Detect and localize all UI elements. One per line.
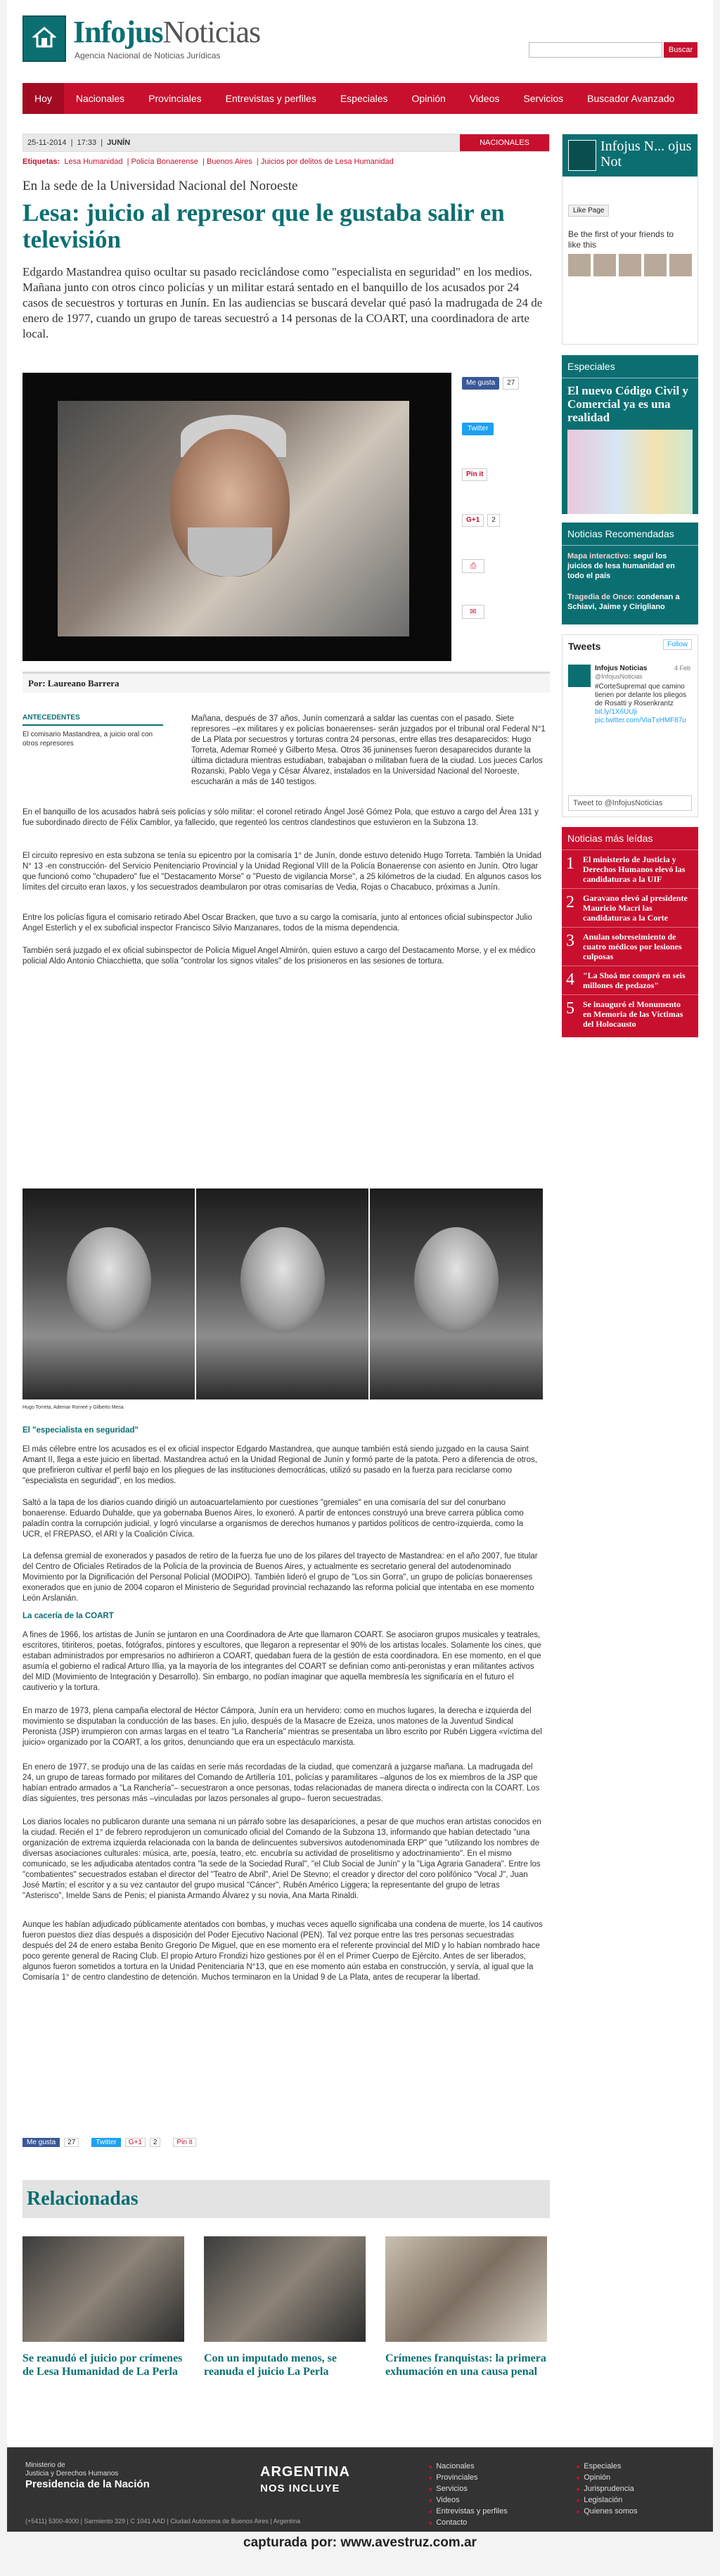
paragraph: Mañana, después de 37 años, Junín comenzará a saldar las cuentas con el pasado. Siete represores –ex militares y ex policías bonaerenses- serán juzgados por el tribunal oral Federal N°1 de La Plata por secuestros y torturas contra 24 personas, entre ellas tres desaparecidos: Hugo Torreta, Ademar Romeé y Gilberto Mesa. Otros 36 juninenses fueron desaparecidos durante la última dictadura mientras estudiaban, trabajaban o militaban fuera de la ciudad. Los jueces Carlos Rozanski, Pablo Vega y César Álvarez, instalados en la Universidad Nacional del Noroeste, escucharán a más de 140 testigos. bbox=[191, 715, 546, 786]
most-read-box bbox=[562, 827, 698, 1037]
recommended-text: seguí los juicios de lesa humanidad en todo el país bbox=[567, 552, 675, 580]
related-image[interactable] bbox=[22, 2236, 184, 2342]
footer-link[interactable]: ■ Legislación bbox=[577, 2495, 638, 2506]
especiales-title: Especiales bbox=[562, 355, 698, 378]
most-read-title: Noticias más leídas bbox=[567, 833, 653, 844]
paragraph: Entre los policías figura el comisario retirado Abel Oscar Bracken, que tuvo a su cargo la comisaría, junto al entonces oficial subinspector Julio Angel Esterlich y el ex suboficial inspector Francisco Silvio Manzanares, todos de la misma dependencia. bbox=[22, 914, 532, 933]
related-item[interactable] bbox=[385, 2236, 547, 2378]
footer-ministry-name: Justicia y Derechos Humanos bbox=[25, 2470, 119, 2478]
page-wrapper bbox=[7, 0, 713, 2532]
tweet-date: 4 Feb bbox=[674, 665, 690, 672]
nav-item-buscador[interactable]: Buscador Avanzado bbox=[587, 93, 675, 104]
facebook-like-page-button[interactable]: Like Page bbox=[568, 205, 609, 217]
photo-victim-3 bbox=[370, 1188, 543, 1399]
footer-argentina: ARGENTINA bbox=[260, 2464, 350, 2480]
tweet-body: #CorteSupremaI que camino tienen por delante los pliegos de Rosatti y Rosenkrantz bbox=[595, 683, 687, 707]
footer-link[interactable]: ■ Entrevistas y perfiles bbox=[429, 2506, 508, 2518]
section-heading: La cacería de la COART bbox=[22, 1612, 114, 1620]
main-nav bbox=[22, 83, 698, 114]
tweets-title: Tweets bbox=[568, 641, 601, 652]
most-read-text: Anulan sobreseimiento de cuatro médicos por lesiones culposas bbox=[583, 932, 682, 961]
section-heading: El "especialista en seguridad" bbox=[22, 1426, 139, 1435]
footer-link[interactable]: ■ Especiales bbox=[577, 2461, 638, 2473]
footer-links-2 bbox=[577, 2461, 638, 2518]
article-date: 25-11-2014 bbox=[27, 139, 67, 147]
facebook-text: Be the first of your friends to like this bbox=[568, 229, 674, 250]
victims-photo bbox=[22, 1188, 543, 1399]
article-kicker: En la sede de la Universidad Nacional del Noroeste bbox=[22, 179, 298, 193]
especiales-headline[interactable]: El nuevo Código Civil y Comercial ya es una realidad bbox=[567, 384, 688, 424]
footer-link[interactable]: ■ Nacionales bbox=[429, 2461, 508, 2473]
logo-icon[interactable] bbox=[22, 15, 66, 62]
most-read-item[interactable]: 1 El ministerio de Justicia y Derechos Humanos elevó las candidaturas a la UIF bbox=[562, 850, 698, 888]
tweet-handle[interactable]: @InfojusNoticias bbox=[595, 673, 643, 680]
nav-item-entrevistas[interactable]: Entrevistas y perfiles bbox=[225, 93, 316, 104]
recommended-text: condenan a Schiavi, Jaime y Cirigliano bbox=[567, 593, 680, 611]
site-logo[interactable] bbox=[73, 14, 260, 50]
paragraph: El más célebre entre los acusados es el ex oficial inspector Edgardo Mastandrea, que aunque también está siendo juzgado en la causa Saint Amant II, llega a este juicio en libertad. Mastandrea actuó en la Unidad Regional de Junín y formó parte de la patota. Pero a diferencia de otros, que prefirieron cultivar el perfil bajo en los pliegues de las instituciones democráticas, utilizó su pasado en la fuerza para reciclarse como "especialista en seguridad", en los medios. bbox=[22, 1445, 537, 1485]
related-headline[interactable]: Se reanudó el juicio por crímenes de Lesa Humanidad de La Perla bbox=[22, 2352, 183, 2378]
tags-row: Etiquetas: Lesa Humanidad | Policía Bonaerense | Buenos Aires | Juicios por delitos de Lesa Humanidad bbox=[22, 158, 394, 166]
article-column bbox=[22, 134, 550, 2378]
twitter-follow-button[interactable]: Follow bbox=[663, 639, 692, 650]
recommended-kicker: Tragedia de Once: bbox=[567, 593, 635, 601]
twitter-button[interactable]: Twitter bbox=[462, 423, 494, 435]
email-icon[interactable]: ✉ bbox=[462, 605, 484, 619]
nav-item-especiales[interactable]: Especiales bbox=[340, 93, 388, 104]
section-tag[interactable]: NACIONALES bbox=[460, 134, 549, 151]
bottom-share bbox=[22, 2138, 196, 2147]
paragraph: En enero de 1977, se produjo una de las caídas en serie más recordadas de la ciudad, que comenzará a juzgarse mañana. La madrugada del 24, un grupo de tareas formado por militares del Comando de Artillería 101, policías y paramilitares –algunos de los ex miembros de la JSP que habían entrado armados a "La Ranchería"– secuestraron a once personas, todas relacionadas de manera directa o indirecta con la COART. Los días siguientes, tres personas más –vinculadas por lazos personales al grupo– fueron secuestradas. bbox=[22, 1763, 540, 1803]
twitter-widget bbox=[562, 634, 698, 817]
recommended-kicker: Mapa interactivo: bbox=[567, 552, 631, 560]
facebook-like-button[interactable]: Me gusta bbox=[462, 377, 499, 390]
tag-link[interactable]: Juicios por delitos de Lesa Humanidad bbox=[260, 158, 394, 166]
footer-link[interactable]: ■ Jurisprudencia bbox=[577, 2484, 638, 2495]
portrait-image bbox=[58, 401, 409, 636]
tweet-to-input[interactable]: Tweet to @InfojusNoticias bbox=[568, 795, 692, 811]
most-read-text: Garavano elevó al presidente Mauricio Macri las candidaturas a la Corte bbox=[583, 893, 688, 923]
gplus-button[interactable]: G+1 bbox=[462, 514, 484, 527]
logo-subtitle: Agencia Nacional de Noticias Jurídicas bbox=[75, 51, 221, 60]
photo-victim-1 bbox=[22, 1188, 195, 1399]
footer-address: (+5411) 5300-4000 | Sarmiento 329 | C 1041 AAD | Ciudad Autónoma de Buenos Aires | Argentina bbox=[25, 2518, 301, 2525]
related-item[interactable] bbox=[204, 2236, 366, 2378]
photo-caption: Hugo Torreta, Ademar Romeé y Gilberto Mesa bbox=[22, 1405, 124, 1410]
tag-link[interactable]: Lesa Humanidad bbox=[64, 158, 123, 166]
article-place: JUNÍN bbox=[107, 139, 131, 147]
photo-victim-2 bbox=[196, 1188, 368, 1399]
most-read-item[interactable]: 2 Garavano elevó al presidente Mauricio Macri las candidaturas a la Corte bbox=[562, 888, 698, 927]
facebook-like-button[interactable]: Me gusta bbox=[22, 2138, 60, 2147]
nav-item-videos[interactable]: Videos bbox=[469, 93, 500, 104]
pinterest-button[interactable]: Pin it bbox=[173, 2138, 195, 2147]
footer-link[interactable]: ■ Contacto bbox=[429, 2518, 508, 2529]
recommended-item[interactable] bbox=[562, 546, 698, 587]
related-headline[interactable]: Con un imputado menos, se reanuda el juicio La Perla bbox=[204, 2352, 337, 2378]
facebook-widget bbox=[562, 134, 698, 345]
facebook-faces bbox=[568, 254, 695, 276]
avatar[interactable] bbox=[568, 665, 591, 687]
related-title: Relacionadas bbox=[22, 2180, 550, 2218]
capture-credit: capturada por: www.avestruz.com.ar bbox=[243, 2535, 477, 2550]
most-read-text: Se inauguró el Monumento en Memoria de las Víctimas del Holocausto bbox=[583, 999, 683, 1029]
tweet-text bbox=[595, 683, 693, 725]
date-bar: 25-11-2014 | 17:33 | JUNÍN NACIONALES bbox=[22, 134, 550, 152]
site-footer bbox=[7, 2447, 713, 2532]
most-read-item[interactable]: 5 Se inauguró el Monumento en Memoria de las Víctimas del Holocausto bbox=[562, 994, 698, 1033]
recommended-box bbox=[562, 523, 698, 624]
tag-link[interactable]: Buenos Aires bbox=[206, 158, 252, 166]
tweet-author[interactable]: Infojus Noticias bbox=[595, 665, 648, 672]
share-column bbox=[462, 376, 550, 651]
article-title: Lesa: juicio al represor que le gustaba salir en televisión bbox=[22, 199, 505, 253]
related-headline[interactable]: Crímenes franquistas: la primera exhumación en una causa penal bbox=[385, 2352, 546, 2378]
pinterest-button[interactable]: Pin it bbox=[462, 468, 487, 481]
logo-main: Infojus bbox=[73, 15, 163, 49]
footer-presidency: Presidencia de la Nación bbox=[25, 2478, 150, 2490]
footer-link[interactable]: ■ Opinión bbox=[577, 2473, 638, 2484]
paragraph: A fines de 1966, los artistas de Junín se juntaron en una Coordinadora de Arte que llamaron COART. Se asociaron grupos musicales y teatrales, escritores, titiriteros, poetas, fotógrafos, pintores y escultores, que llegaron a representar el 90% de los artistas locales. Solamente los cines, que estaban administrados por empresarios no adhirieron a COART, quedaban fuera de la gestión de esta coordinadora. En ese momento, en el que asumía el gobierno el radical Arturo Illia, ya la mayoría de los integrantes del COART se definían como anti-peronistas y eran militantes activos del MID (Movimiento de Integración y Desarrollo). Sin embargo, no podían imaginar que aquella membresía les significaría en el futuro el cautiverio y la tortura. bbox=[22, 1631, 541, 1692]
recommended-item[interactable] bbox=[562, 587, 698, 617]
footer-link[interactable]: ■ Videos bbox=[429, 2495, 508, 2506]
twitter-button[interactable]: Twitter bbox=[91, 2138, 120, 2147]
related-image[interactable] bbox=[385, 2236, 547, 2342]
paragraph: Los diarios locales no publicaron durante una semana ni un párrafo sobre las desapariciones, a pesar de que muchos eran artistas conocidos en la ciudad. Recién el 1° de febrero reprodujeron un comunicado oficial del Comando de la Subzona 13, informando que habían detectado "una organización de extrema izquierda relacionada con la banda de delincuentes subversivos autodenominada ERP" que "utilizando los nombres de diversas asociaciones culturales: música, arte, poesía, teatro, etc. encubría su actividad de proselitismo y adoctrinamiento". En el mismo comunicado, se les adjudicaba atentados contra "la sede de la Sociedad Rural", "el Club Social de Junín" y la "Liga Agraria Ganadera". Entre los "combatientes" secuestrados estaban el director del "Teatro de Abril", Ariel De Stevno; el creador y director del coro polifónico "Vocal J", Juan José Martín; el escritor y a su vez cantautor del grupo musical "Cáncer", Rubén Américo Liggera; la representante del grupo de letras "Asterisco", Imelde Sans de Penis; el pianista Armando Álvarez y su novia, Ana Marta Rinaldi. bbox=[22, 1818, 541, 1900]
paragraph: En el banquillo de los acusados habrá seis policías y sólo militar: el coronel retirado Ángel José Gómez Pola, que estuvo a cargo del Área 131 y fue subordinado directo de Félix Camblor, ya fallecido, que regenteó los centros clandestinos que estuvieron en la Subzona 13. bbox=[22, 808, 539, 827]
search-input[interactable] bbox=[529, 42, 662, 58]
especiales-image[interactable] bbox=[567, 430, 693, 514]
related-item[interactable] bbox=[22, 2236, 184, 2378]
footer-link[interactable]: ■ Servicios bbox=[429, 2484, 508, 2495]
search-button[interactable]: Buscar bbox=[664, 42, 698, 58]
gplus-count: 2 bbox=[150, 2138, 161, 2147]
main-photo bbox=[22, 373, 451, 661]
gplus-count: 2 bbox=[487, 514, 500, 527]
nav-item-hoy[interactable]: Hoy bbox=[22, 83, 64, 114]
footer-links-1 bbox=[429, 2461, 508, 2529]
footer-ministry: Ministerio de bbox=[25, 2461, 65, 2469]
nav-item-servicios[interactable]: Servicios bbox=[523, 93, 564, 104]
paragraph: También será juzgado el ex oficial subinspector de Policía Miguel Angel Almirón, quien estuvo a cargo del Destacamento Morse, y el ex médico policial Aldo Antonio Chiacchietta, que solía "controlar los signos vitales" de los prisioneros en las sesiones de tortura. bbox=[22, 947, 536, 966]
tags-label: Etiquetas: bbox=[22, 158, 60, 166]
print-icon[interactable]: ⎙ bbox=[462, 559, 484, 573]
site-header bbox=[22, 13, 698, 69]
facebook-count: 27 bbox=[64, 2138, 79, 2147]
antecedentes-box bbox=[22, 714, 163, 748]
nav-item-opinion[interactable]: Opinión bbox=[411, 93, 446, 104]
paragraph: En marzo de 1973, plena campaña electoral de Héctor Cámpora, Junín era un hervidero: como en muchos lugares, la derecha e izquierda del movimiento se disputaban la conducción de las bases. En julio, después de la Masacre de Ezeiza, unos matones de la Juventud Sindical Peronista (JSP) irrumpieron con armas largas en el teatro "La Ranchería" mientras se presentaba un libro escrito por Rubén Liggera «víctima del juicio» organizado por la COART, a los gritos, denunciando que era un espectáculo marxista. bbox=[22, 1707, 542, 1747]
most-read-text: El ministerio de Justicia y Derechos Humanos elevó las candidaturas a la UIF bbox=[583, 854, 686, 884]
paragraph: Saltó a la tapa de los diarios cuando dirigió un autoacuartelamiento por cuestiones "gremiales" en una comisaría del sur del conurbano bonaerense. Eduardo Duhalde, que ya gobernaba Buenos Aires, lo exoneró. A partir de entonces construyó una breve carrera pública como paladín contra la corrupción judicial, y logró vincularse a organismos de derechos humanos y partidos políticos de centro-izquierda, como la UCR, el FREPASO, el ARI y la Coalición Cívica. bbox=[22, 1499, 524, 1539]
sidebar bbox=[562, 134, 698, 1037]
especiales-box bbox=[562, 355, 698, 514]
antecedentes-title: ANTECEDENTES bbox=[22, 714, 163, 726]
footer-link[interactable]: ■ Provinciales bbox=[429, 2473, 508, 2484]
facebook-count: 27 bbox=[503, 377, 519, 390]
nav-item-provinciales[interactable]: Provinciales bbox=[148, 93, 202, 104]
article-time: 17:33 bbox=[77, 139, 97, 147]
page-logo-icon bbox=[568, 140, 596, 171]
most-read-item[interactable]: 4 "La Shoá me compró en seis millones de pedazos" bbox=[562, 966, 698, 994]
paragraph: La defensa gremial de exonerados y pasados de retiro de la fuerza fue uno de los pilares del trayecto de Mastandrea: en el año 2007, fue titular del Centro de Oficiales Retirados de la Policía de la provincia de Buenos Aires, y actualmente es secretario general del autodenominado Movimiento por la Dignificación del Personal Policial (MODIPO). También lideró el grupo de "Los sin Gorra", un grupo de policías bonaerenses exonerados que en junio de 2004 coparon el Ministerio de Seguridad provincial rechazando las reforma policial que intentaba en ese momento León Arslanián. bbox=[22, 1552, 538, 1603]
tag-link[interactable]: Policía Bonaerense bbox=[131, 158, 198, 166]
antecedentes-link[interactable]: El comisario Mastandrea, a juicio oral con otros represores bbox=[22, 731, 153, 748]
facebook-header[interactable] bbox=[562, 134, 698, 177]
logo-secondary: Noticias bbox=[162, 15, 261, 49]
article-author: Por: Laureano Barrera bbox=[22, 672, 550, 693]
recommended-title: Noticias Recomendadas bbox=[562, 523, 698, 546]
most-read-item[interactable]: 3 Anulan sobreseimiento de cuatro médicos por lesiones culposas bbox=[562, 927, 698, 966]
footer-link[interactable]: ■ Quienes somos bbox=[577, 2506, 638, 2518]
facebook-page-name: Infojus N... ojus Not bbox=[600, 139, 692, 169]
most-read-text: "La Shoá me compró en seis millones de pedazos" bbox=[583, 970, 686, 990]
related-image[interactable] bbox=[204, 2236, 366, 2342]
paragraph: Aunque les habían adjudicado públicamente atentados con bombas, y muchas veces aquello significaba una condena de muerte, los 14 cautivos fueron puestos diez días después a disposición del Poder Ejecutivo Nacional (PEN). Tal vez porque entre las tres personas secuestradas después del 24 de enero estaba Benito Gregorio De Miguel, que en ese momento era el referente provincial del MID y lo habían nombrado hace poco gerente general de Racing Club. El propio Arturo Frondizi hizo gestiones por él en el Primer Cuerpo de Ejército. Antes de ser liberados, algunos fueron sometidos a tortura en la Unidad Penitenciaria N°13, que en ese momento aún estaba en construcción, y servía, al igual que la Comisaría 1° de centro clandestino de detención. Muchos terminaron en la Unidad 9 de La Plata, antes de recuperar la libertad. bbox=[22, 1921, 543, 1982]
paragraph: El circuito represivo en esta subzona se tenía su epicentro por la comisaría 1° de Junín, donde estuvo detenido Hugo Torreta. También la Unidad N° 13 -en construcción- del Servicio Penitenciario Provincial y la Unidad Regional VIII de la Policía Bonaerense con asiento en Junín. Otro lugar que funcionó como "chupadero" fue el "Destacamento Morse" o "Puesto de vigilancia Morse", a 25 kilómetros de la ciudad. En algunos casos los límites del circuito eran laxos, y los secuestrados deambularon por otras comisarías de Vedia, Rojas o Chacabuco, próximas a Junín. bbox=[22, 852, 542, 892]
nav-item-nacionales[interactable]: Nacionales bbox=[75, 93, 125, 104]
article-lead: Edgardo Mastandrea quiso ocultar su pasado reciclándose como "especialista en seguridad" en los medios. Mañana junto con otros cinco policías y un militar estará sentado en el banquillo de los acusados por 24 casos de secuestros y torturas en Junín. En las audiencias se buscará develar qué pasó la madrugada de 24 de enero de 1977, cuando un grupo de tareas secuestró a 14 personas de la COART, una coordinadora de arte local. bbox=[22, 265, 543, 340]
tweet-link[interactable]: bit.ly/1X6UUji pic.twitter.com/ViaTxHMF87u bbox=[595, 708, 686, 724]
gplus-button[interactable]: G+1 bbox=[125, 2138, 146, 2147]
footer-nos-incluye: NOS INCLUYE bbox=[260, 2482, 340, 2494]
